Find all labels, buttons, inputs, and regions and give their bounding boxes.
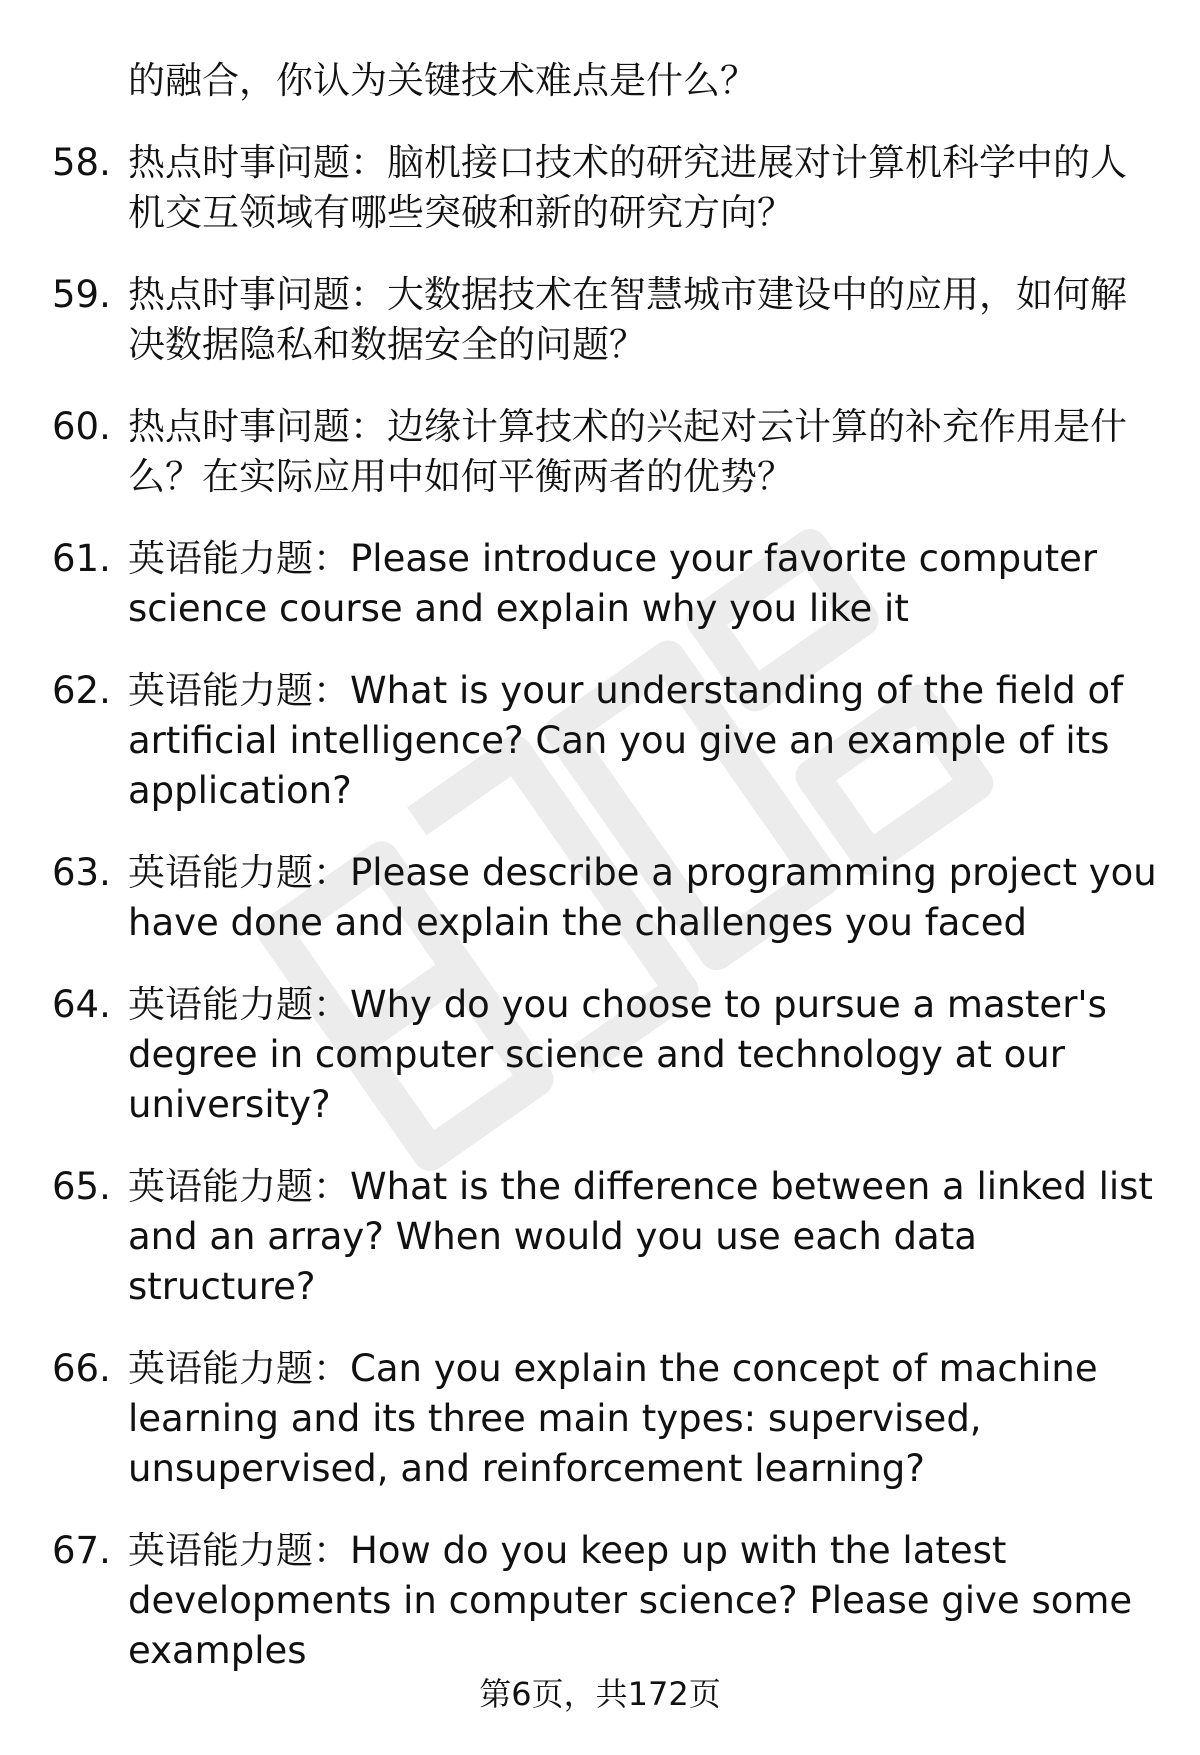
question-number: 59. bbox=[52, 273, 111, 316]
question-number: 60. bbox=[52, 405, 111, 448]
question-number: 65. bbox=[52, 1165, 111, 1208]
question-text: 热点时事问题：大数据技术在智慧城市建设中的应用，如何解决数据隐私和数据安全的问题？ bbox=[128, 273, 1127, 366]
question-item bbox=[0, 138, 1200, 238]
question-text: 英语能力题：Why do you choose to pursue a master's degree in computer science and technology at our university? bbox=[128, 983, 1107, 1126]
question-number: 66. bbox=[52, 1347, 111, 1390]
question-item bbox=[0, 534, 1200, 634]
continuation-text: 的融合，你认为关键技术难点是什么？ bbox=[128, 59, 757, 102]
question-item bbox=[0, 1344, 1200, 1494]
question-item bbox=[0, 402, 1200, 502]
question-item bbox=[0, 980, 1200, 1130]
question-text: 英语能力题：Please describe a programming project you have done and explain the challenges you faced bbox=[128, 851, 1157, 944]
question-text: 英语能力题：Can you explain the concept of machine learning and its three main types: supervised, unsupervised, and reinforcement learning? bbox=[128, 1347, 1098, 1490]
question-number: 58. bbox=[52, 141, 111, 184]
question-number: 63. bbox=[52, 851, 111, 894]
question-item bbox=[0, 270, 1200, 370]
question-text: 英语能力题：How do you keep up with the latest developments in computer science? Please give some examples bbox=[128, 1529, 1133, 1672]
question-text: 英语能力题：What is your understanding of the field of artificial intelligence? Can you give an example of its application? bbox=[128, 669, 1124, 812]
question-item bbox=[0, 1162, 1200, 1312]
question-item bbox=[0, 666, 1200, 816]
question-text: 英语能力题：Please introduce your favorite computer science course and explain why you like it bbox=[128, 537, 1098, 630]
question-text: 热点时事问题：边缘计算技术的兴起对云计算的补充作用是什么？在实际应用中如何平衡两者的优势？ bbox=[128, 405, 1127, 498]
page-footer: 第6页，共172页 bbox=[479, 1675, 721, 1713]
question-item bbox=[0, 848, 1200, 948]
question-item bbox=[0, 1526, 1200, 1676]
question-number: 67. bbox=[52, 1529, 111, 1572]
question-text: 热点时事问题：脑机接口技术的研究进展对计算机科学中的人机交互领域有哪些突破和新的研究方向？ bbox=[128, 141, 1127, 234]
question-text: 英语能力题：What is the difference between a linked list and an array? When would you use each data structure? bbox=[128, 1165, 1153, 1308]
question-number: 62. bbox=[52, 669, 111, 712]
question-number: 64. bbox=[52, 983, 111, 1026]
question-list bbox=[0, 138, 1200, 1708]
question-number: 61. bbox=[52, 537, 111, 580]
